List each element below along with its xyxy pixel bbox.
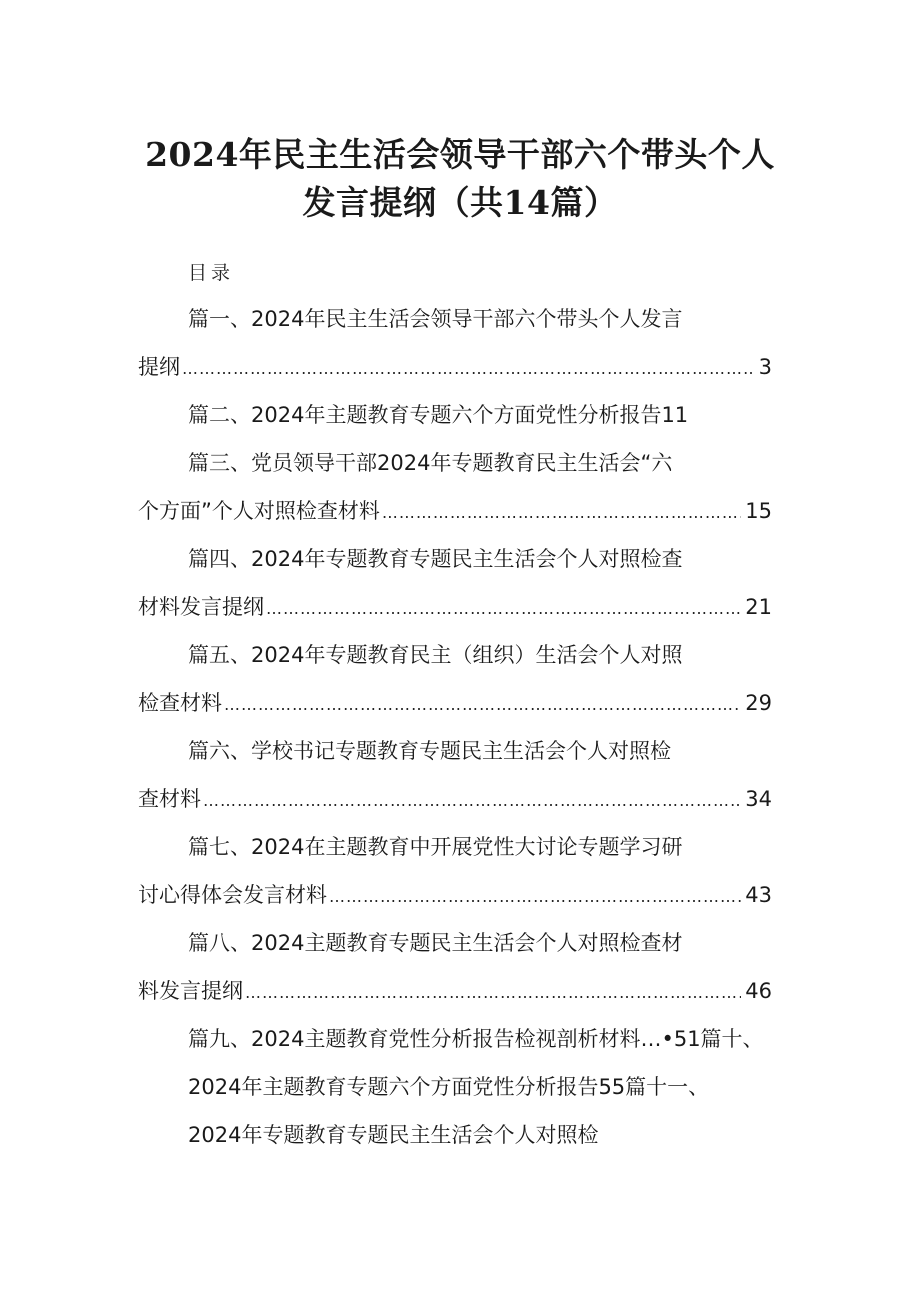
toc-leader-dots <box>382 505 741 521</box>
toc-entry-2[interactable]: 篇二、2024年主题教育专题六个方面党性分析报告11 <box>188 403 689 427</box>
document-title-line-2: 发言提纲（共14篇） <box>302 183 618 222</box>
toc-entry-8-line-1[interactable]: 篇八、2024主题教育专题民主生活会个人对照检查材 <box>188 931 683 955</box>
toc-page-number: 43 <box>745 883 772 907</box>
toc-page-number: 46 <box>745 979 772 1003</box>
toc-entry-11-line[interactable]: 2024年专题教育专题民主生活会个人对照检 <box>188 1123 599 1147</box>
toc-entry-4-line-1[interactable]: 篇四、2024年专题教育专题民主生活会个人对照检查 <box>188 547 683 571</box>
toc-entry-8-line-2[interactable] <box>138 981 772 1002</box>
toc-heading: 目录 <box>188 262 235 284</box>
toc-entry-7-line-1[interactable]: 篇七、2024在主题教育中开展党性大讨论专题学习研 <box>188 835 683 859</box>
toc-entry-6-line-1[interactable]: 篇六、学校书记专题教育专题民主生活会个人对照检 <box>188 739 671 763</box>
toc-page-number: 29 <box>745 691 772 715</box>
toc-entry-1-line-2[interactable] <box>138 357 772 378</box>
toc-entry-7-line-2[interactable] <box>138 885 772 906</box>
toc-entry-6-line-2[interactable] <box>138 789 772 810</box>
toc-page-number: 3 <box>758 355 772 379</box>
document-title-line-1: 2024年民主生活会领导干部六个带头个人 <box>145 135 775 174</box>
toc-page-number: 15 <box>745 499 772 523</box>
toc-leader-dots <box>203 793 741 809</box>
toc-leader-dots <box>224 697 741 713</box>
toc-page-number: 34 <box>745 787 772 811</box>
toc-leader-dots <box>266 601 741 617</box>
toc-leader-dots <box>245 985 741 1001</box>
toc-entry-text: 个方面”个人对照检查材料 <box>138 499 380 523</box>
toc-entry-text: 查材料 <box>138 787 201 811</box>
toc-entry-3-line-2[interactable] <box>138 501 772 522</box>
toc-entry-text: 料发言提纲 <box>138 979 243 1003</box>
toc-entry-5-line-2[interactable] <box>138 693 772 714</box>
toc-entry-10-line[interactable]: 2024年主题教育专题六个方面党性分析报告55篇十一、 <box>188 1075 710 1099</box>
toc-entry-5-line-1[interactable]: 篇五、2024年专题教育民主（组织）生活会个人对照 <box>188 643 683 667</box>
toc-entry-1-line-1[interactable]: 篇一、2024年民主生活会领导干部六个带头个人发言 <box>188 307 683 331</box>
toc-leader-dots <box>329 889 741 905</box>
toc-page-number: 21 <box>745 595 772 619</box>
toc-entry-3-line-1[interactable]: 篇三、党员领导干部2024年专题教育民主生活会“六 <box>188 451 673 475</box>
toc-entry-text: 检查材料 <box>138 691 222 715</box>
toc-entry-text: 讨心得体会发言材料 <box>138 883 327 907</box>
toc-entry-text: 提纲 <box>138 355 180 379</box>
toc-entry-4-line-2[interactable] <box>138 597 772 618</box>
toc-entry-text: 材料发言提纲 <box>138 595 264 619</box>
toc-leader-dots <box>182 361 755 377</box>
toc-entry-9-line[interactable]: 篇九、2024主题教育党性分析报告检视剖析材料…•51篇十、 <box>188 1027 764 1051</box>
